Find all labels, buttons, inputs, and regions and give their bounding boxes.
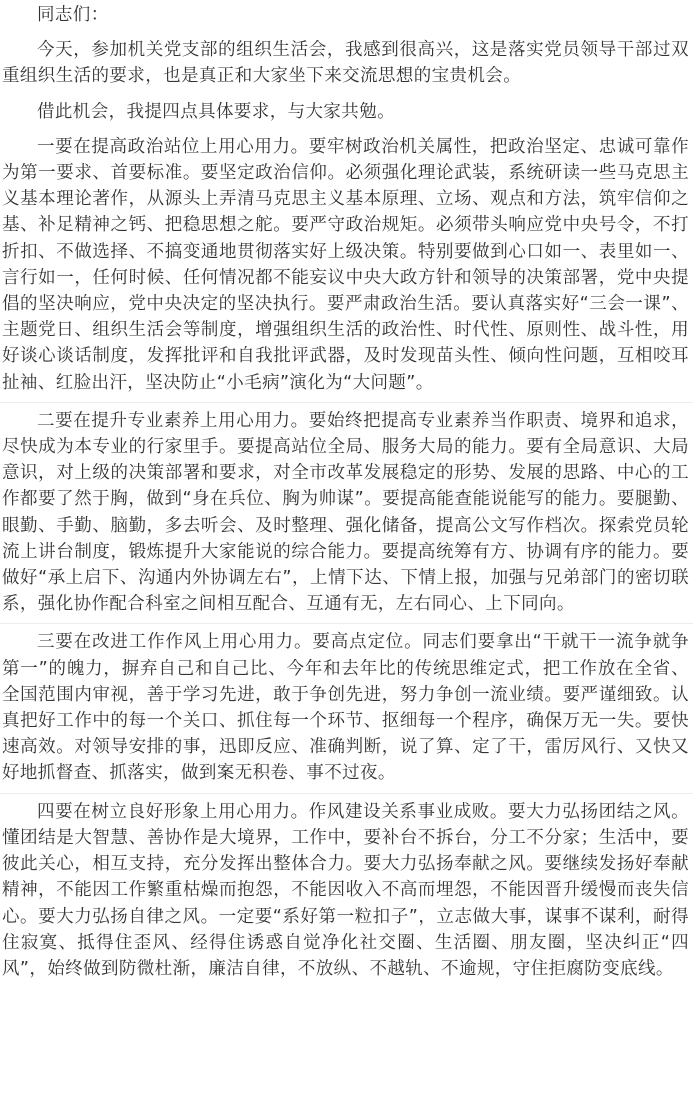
- spacer: [2, 90, 689, 99]
- spacer: [2, 125, 689, 134]
- paragraph-requirement-1: 一要在提高政治站位上用心用力。要牢树政治机关属性，把政治坚定、忠诚可靠作为第一要求、首要标准。要坚定政治信仰。必须强化理论武装，系统研读一些马克思主义基本理论著作，从源头上弄清马克思主义基本原理、立场、观点和方法，筑牢信仰之基、补足精神之钙、把稳思想之舵。要严守政治规矩。必须带头响应党中央号令，不打折扣、不做选择、不搞变通地贯彻落实好上级决策。特别要做到心口如一、表里如一、言行如一，任何时候、任何情况都不能妄议中央大政方针和领导的决策部署，党中央提倡的坚决响应，党中央决定的坚决执行。要严肃政治生活。要认真落实好“三会一课”、主题党日、组织生活会等制度，增强组织生活的政治性、时代性、原则性、战斗性，用好谈心谈话制度，发挥批评和自我批评武器，及时发现苗头性、倾向性问题，互相咬耳扯袖、红脸出汗，坚决防止“小毛病”演化为“大问题”。: [2, 136, 689, 393]
- paragraph-requirements-lead: 借此机会，我提四点具体要求，与大家共勉。: [37, 101, 395, 122]
- paragraph-requirement-2: 二要在提升专业素养上用心用力。要始终把提高专业素养当作职责、境界和追求，尽快成为本专业的行家里手。要提高站位全局、服务大局的能力。要有全局意识、大局意识，对上级的决策部署和要求，对全市改革发展稳定的形势、发展的思路、中心的工作都要了然于胸，做到“身在兵位、胸为帅谋”。要提高能查能说能写的能力。要腿勤、眼勤、手勤、脑勤，多去听会、及时整理、强化储备，提高公文写作档次。探索党员轮流上讲台制度，锻炼提升大家能说的综合能力。要提高统筹有方、协调有序的能力。要做好“承上启下、沟通内外协调左右”，上情下达、下情上报，加强与兄弟部门的密切联系，强化协作配合科室之间相互配合、互通有无，左右同心、上下同向。: [2, 410, 689, 615]
- paragraph-requirement-3: 三要在改进工作作风上用心用力。要高点定位。同志们要拿出“干就干一流争就争第一”的魄力，摒弃自己和自己比、今年和去年比的传统思维定式，把工作放在全省、全国范围内审视，善于学习先进，敢于争创先进，努力争创一流业绩。要严谨细致。认真把好工作中的每一个关口、抓住每一个环节、抠细每一个程序，确保万无一失。要快速高效。对领导安排的事，迅即反应、准确判断，说了算、定了干，雷厉风行、又快又好地抓督查、抓落实，做到案无积卷、事不过夜。: [2, 632, 689, 784]
- divider: [0, 793, 693, 794]
- greeting: 同志们：: [37, 5, 109, 25]
- divider: [0, 402, 693, 403]
- spacer: [2, 28, 689, 37]
- divider: [0, 623, 693, 624]
- paragraph-intro: 今天，参加机关党支部的组织生活会，我感到很高兴，这是落实党员领导干部过双重组织生活的要求，也是真正和大家坐下来交流思想的宝贵机会。: [2, 40, 689, 87]
- paragraph-requirement-4: 四要在树立良好形象上用心用力。作风建设关系事业成败。要大力弘扬团结之风。懂团结是大智慧、善协作是大境界，工作中，要补台不拆台，分工不分家；生活中，要彼此关心，相互支持，充分发挥出整体合力。要大力弘扬奉献之风。要继续发扬好奉献精神，不能因工作繁重枯燥而抱怨，不能因收入不高而埋怨，不能因晋升缓慢而丧失信心。要大力弘扬自律之风。一定要“系好第一粒扣子”，立志做大事，谋事不谋利，耐得住寂寞、抵得住歪风、经得住诱惑自觉净化社交圈、生活圈、朋友圈，坚决纠正“四风”，始终做到防微杜渐，廉洁自律，不放纵、不越轨、不逾规，守住拒腐防变底线。: [2, 801, 689, 979]
